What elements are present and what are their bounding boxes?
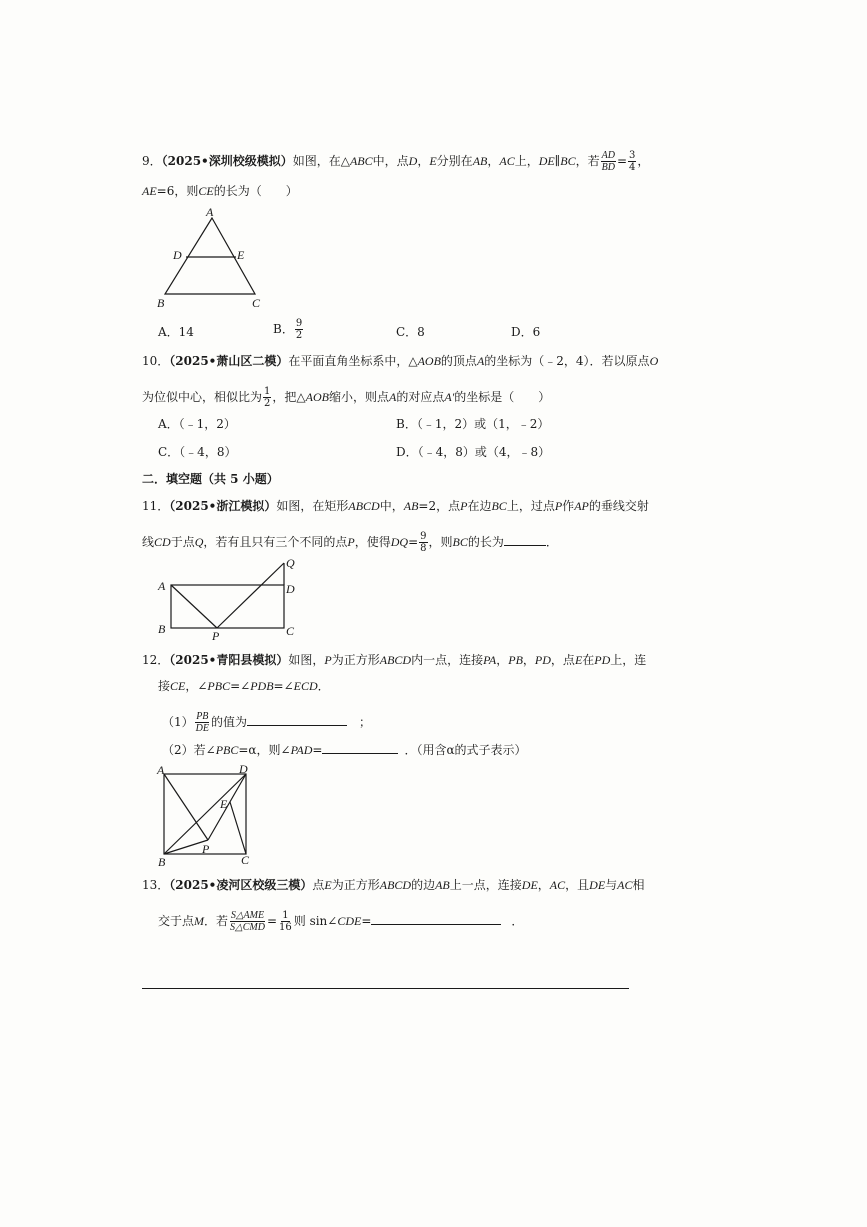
text: =∠ <box>230 679 251 693</box>
vertex-label-b: B <box>157 296 165 310</box>
vertex-label-b: B <box>158 622 166 636</box>
text: ， <box>487 154 500 168</box>
equals-sign: = <box>266 914 278 928</box>
q12-subquestion-2 <box>162 741 527 758</box>
math-var: DE <box>521 878 538 892</box>
math-var: M <box>194 914 205 928</box>
text: = <box>361 914 372 928</box>
text: ，把△ <box>272 390 306 404</box>
text: 在边 <box>467 499 492 513</box>
vertex-label-p: P <box>212 629 220 643</box>
math-var: A <box>476 354 485 368</box>
math-var: PD <box>534 653 551 667</box>
question-source: （2025•深圳校级模拟） <box>161 154 293 168</box>
math-var: CE <box>198 184 214 198</box>
text: 分别在 <box>436 154 473 168</box>
equals-sign: = <box>408 535 419 549</box>
text: =6，则 <box>156 184 199 198</box>
text: 与 <box>605 878 618 892</box>
math-var: DE <box>538 154 555 168</box>
text: 中，点 <box>372 154 409 168</box>
math-var: PAD <box>290 743 313 757</box>
fraction <box>229 910 266 933</box>
text: ，若有且只有三个不同的点 <box>203 535 348 549</box>
q9-line-1 <box>142 150 649 173</box>
text: 上， <box>514 154 539 168</box>
text: 如图， <box>288 653 325 667</box>
math-var: ABCD <box>379 653 412 667</box>
question-source: （2025•青阳县模拟） <box>169 653 289 667</box>
q11-line-2 <box>142 531 558 554</box>
text: 内一点，连接 <box>411 653 484 667</box>
q10-option-a: A．（﹣1，2） <box>158 417 236 431</box>
math-var: AB <box>472 154 488 168</box>
vertex-label-d: D <box>286 582 295 596</box>
math-var: AOB <box>417 354 441 368</box>
vertex-label-b: B <box>158 855 166 869</box>
math-var: Q <box>194 535 204 549</box>
page-bottom-rule <box>142 988 629 989</box>
math-var: AC <box>617 878 633 892</box>
math-var: A <box>388 390 397 404</box>
text: ．（用含α的式子表示） <box>404 743 527 757</box>
math-var: BC <box>491 499 507 513</box>
vertex-label-q: Q <box>286 556 295 570</box>
math-var: PB <box>508 653 523 667</box>
fraction-denominator: BD <box>601 162 615 173</box>
vertex-label-c: C <box>286 624 295 638</box>
math-var: D <box>408 154 418 168</box>
math-var: ABCD <box>379 878 412 892</box>
math-var: P <box>324 653 332 667</box>
text: 如图，在矩形 <box>276 499 349 513</box>
fraction <box>295 318 303 341</box>
fraction-denominator: 4 <box>629 162 636 173</box>
text: ． <box>511 914 524 928</box>
text: 的坐标为（﹣2，4）．若以原点 <box>484 354 650 368</box>
text: 相 <box>632 878 645 892</box>
q13-line-1 <box>142 877 645 893</box>
text: 为位似中心，相似比为 <box>142 390 263 404</box>
fraction-numerator: PB <box>196 711 209 722</box>
math-var: CDE <box>337 914 362 928</box>
text: ，∠ <box>185 679 208 693</box>
text: 的对应点 <box>396 390 445 404</box>
answer-blank[interactable] <box>504 533 546 546</box>
text: ，使得 <box>354 535 391 549</box>
vertex-label-c: C <box>241 853 250 867</box>
answer-blank[interactable] <box>247 713 347 726</box>
subquestion-label: （2）若∠ <box>162 743 216 757</box>
text: 上，过点 <box>506 499 555 513</box>
fraction-numerator: S△AME <box>230 910 265 921</box>
math-var: P <box>554 499 563 513</box>
text: ， <box>537 878 550 892</box>
text: 于点 <box>170 535 195 549</box>
text: 上一点，连接 <box>449 878 522 892</box>
question-source: （2025•浙江模拟） <box>169 499 277 513</box>
question-number: 12． <box>142 653 170 667</box>
text: ， <box>496 653 509 667</box>
text: 为正方形 <box>331 653 380 667</box>
text: = <box>312 743 323 757</box>
q12-square-figure <box>150 760 270 870</box>
math-var: AP <box>574 499 589 513</box>
vertex-label-a: A <box>157 763 165 777</box>
text: 的边 <box>411 878 436 892</box>
text: 缩小，则点 <box>328 390 389 404</box>
math-var: AOB <box>305 390 329 404</box>
text: ． <box>545 535 558 549</box>
vertex-label-d: D <box>239 762 248 776</box>
question-source: （2025•萧山区二模） <box>169 354 289 368</box>
segment-pq <box>217 563 284 628</box>
math-var: DE <box>589 878 606 892</box>
vertex-label-a: A <box>206 205 214 219</box>
math-var: A′ <box>444 390 455 404</box>
answer-blank[interactable] <box>322 741 398 754</box>
math-var: PD <box>594 653 611 667</box>
q9-option-a: A．14 <box>158 325 194 339</box>
fraction <box>419 531 427 554</box>
question-source: （2025•凌河区校级三模） <box>169 878 313 892</box>
text: ； <box>359 715 372 729</box>
math-var: AC <box>549 878 566 892</box>
text: ，且 <box>565 878 590 892</box>
math-var: CE <box>170 679 186 693</box>
text: 的长为 <box>467 535 504 549</box>
math-var: AB <box>403 499 419 513</box>
text: 上，连 <box>610 653 647 667</box>
math-var: DQ <box>390 535 409 549</box>
text: 的坐标是（ ） <box>454 390 551 404</box>
text: 点 <box>312 878 325 892</box>
segment-pa <box>164 774 208 840</box>
fraction-denominator: 2 <box>295 330 303 341</box>
text: =α，则∠ <box>238 743 291 757</box>
segment-ce <box>230 802 246 854</box>
q9-line-2 <box>142 183 298 199</box>
math-var: P <box>460 499 468 513</box>
text: 在 <box>582 653 595 667</box>
parallel-symbol: ∥ <box>554 154 561 168</box>
text: 在平面直角坐标系中，△ <box>288 354 418 368</box>
fraction-denominator: 16 <box>279 922 292 933</box>
fraction <box>278 910 293 933</box>
vertex-label-d: D <box>173 248 182 262</box>
text: ，则 <box>428 535 453 549</box>
text: ， <box>522 653 535 667</box>
equals-sign: = <box>616 154 628 168</box>
text: 的顶点 <box>440 354 477 368</box>
q10-option-c: C．（﹣4，8） <box>158 445 237 459</box>
text: ．若 <box>204 914 229 928</box>
math-var: AB <box>435 878 450 892</box>
fraction <box>195 711 210 734</box>
answer-blank[interactable] <box>371 912 501 925</box>
fraction-numerator: AD <box>601 150 615 161</box>
fraction-numerator: 1 <box>264 386 271 397</box>
option-label: B． <box>273 322 294 336</box>
fraction-numerator: 9 <box>295 318 303 329</box>
math-var: AC <box>499 154 515 168</box>
text: 如图，在△ <box>292 154 350 168</box>
math-var: ABCD <box>348 499 380 513</box>
text: =2，点 <box>418 499 461 513</box>
q11-line-1 <box>142 498 649 514</box>
segment-ap <box>171 585 217 628</box>
fraction-numerator: 9 <box>420 531 427 542</box>
fraction-denominator: DE <box>195 723 209 734</box>
q12-subquestion-1 <box>162 711 371 734</box>
text: 则 sin∠ <box>293 914 338 928</box>
math-var: ECD <box>293 679 318 693</box>
text: ，点 <box>550 653 575 667</box>
section-heading: 二．填空题（共 5 小题） <box>142 472 279 486</box>
q10-line-2 <box>142 386 550 409</box>
text: 的值为 <box>210 715 247 729</box>
question-number: 11． <box>142 499 170 513</box>
fraction-numerator: 1 <box>282 910 289 921</box>
vertex-label-e: E <box>220 797 228 811</box>
text: ，若 <box>575 154 600 168</box>
q9-option-d: D．6 <box>511 325 541 339</box>
fraction <box>263 386 271 409</box>
math-var: E <box>574 653 583 667</box>
text: 为正方形 <box>331 878 380 892</box>
text: 的垂线交射 <box>588 499 649 513</box>
q9-triangle-figure <box>150 200 280 310</box>
math-var: PBC <box>215 743 239 757</box>
math-var: CD <box>154 535 171 549</box>
question-number: 10． <box>142 354 170 368</box>
text: =∠ <box>273 679 294 693</box>
text: 接 <box>158 679 171 693</box>
text: 交于点 <box>158 914 195 928</box>
q10-option-d: D．（﹣4，8）或（4，﹣8） <box>396 445 551 459</box>
q12-line-2 <box>158 678 330 694</box>
text: ， <box>637 154 650 168</box>
q11-rectangle-figure <box>155 555 305 645</box>
question-number: 9． <box>142 154 162 168</box>
math-var: PA <box>483 653 497 667</box>
math-var: BC <box>560 154 576 168</box>
text: 作 <box>562 499 575 513</box>
math-var: PBC <box>207 679 231 693</box>
q10-option-b: B．（﹣1，2）或（1，﹣2） <box>396 417 550 431</box>
text: ， <box>417 154 430 168</box>
q9-option-b <box>273 318 304 341</box>
q13-line-2 <box>158 910 523 933</box>
math-var: PDB <box>250 679 274 693</box>
fraction-denominator: S△CMD <box>230 922 265 933</box>
vertex-label-p: P <box>202 842 210 856</box>
q9-option-c: C．8 <box>396 325 425 339</box>
fraction <box>601 150 616 173</box>
text: 中， <box>379 499 404 513</box>
q10-line-1 <box>142 353 658 369</box>
fraction-denominator: 8 <box>420 543 427 554</box>
math-var: P <box>347 535 355 549</box>
question-number: 13． <box>142 878 170 892</box>
subquestion-label: （1） <box>162 715 194 729</box>
text: ． <box>317 679 330 693</box>
math-var: ABC <box>349 154 373 168</box>
q12-line-1 <box>142 652 646 668</box>
text: 的长为（ ） <box>213 184 298 198</box>
vertex-label-e: E <box>237 248 245 262</box>
math-var: E <box>324 878 332 892</box>
vertex-label-c: C <box>252 296 261 310</box>
math-var: O <box>649 354 659 368</box>
math-var: E <box>429 154 437 168</box>
vertex-label-a: A <box>158 579 166 593</box>
math-var: AE <box>142 184 157 198</box>
fraction-numerator: 3 <box>629 150 636 161</box>
math-var: BC <box>452 535 468 549</box>
rectangle-abcd <box>171 585 284 628</box>
text: 线 <box>142 535 155 549</box>
fraction-denominator: 2 <box>264 398 271 409</box>
fraction <box>628 150 636 173</box>
